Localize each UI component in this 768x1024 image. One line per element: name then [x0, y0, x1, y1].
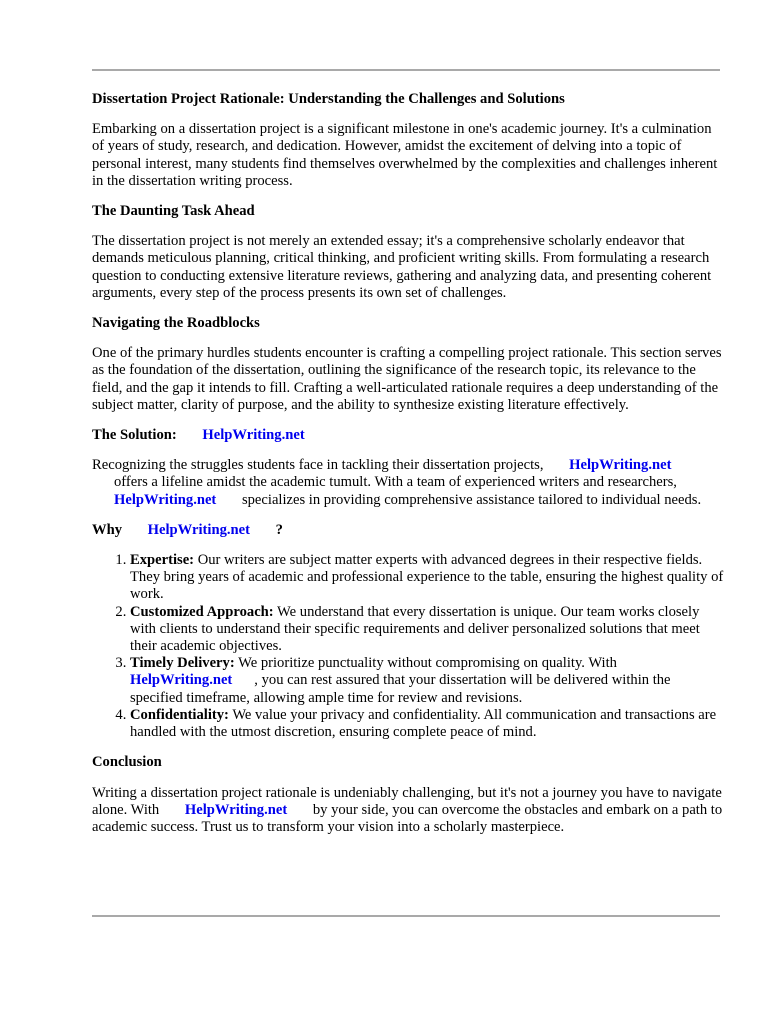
why-heading-suffix: ?: [275, 521, 283, 538]
solution-text-part3: specializes in providing comprehensive assistance tailored to individual needs.: [241, 491, 702, 508]
section-heading-solution: [92, 427, 724, 444]
conclusion-text-before: Writing a dissertation project rationale is undeniably challenging, but it's not a journey you have to navigate alone. With: [92, 784, 722, 818]
list-item-text: We understand that every dissertation is unique. Our team works closely with clients to understand their specific requirements and deliver personalized solutions that meet their academic objectives.: [130, 603, 700, 655]
conclusion-text-after: by your side, you can overcome the obstacles and embark on a path to academic success. Trust us to transform your vision into a scholarly masterpiece.: [92, 801, 723, 835]
list-item-customized: [130, 604, 724, 656]
list-item-timely: [130, 655, 724, 707]
list-item-label: Confidentiality:: [130, 706, 229, 723]
list-item-label: Timely Delivery:: [130, 655, 235, 672]
list-item-text: Our writers are subject matter experts with advanced degrees in their respective fields. They bring years of academic and professional experience to the table, ensuring the highest quality of work.: [130, 552, 724, 603]
section-heading-roadblocks: Navigating the Roadblocks: [92, 315, 260, 332]
helpwriting-link-timely[interactable]: HelpWriting.net: [130, 672, 233, 689]
conclusion-paragraph: [92, 785, 724, 837]
top-divider: [92, 69, 720, 71]
list-item-expertise: [130, 552, 724, 604]
list-item-text: We value your privacy and confidentiality. All communication and transactions are handled with the utmost discretion, ensuring complete peace of mind.: [130, 706, 717, 741]
list-item-label: Customized Approach:: [130, 603, 274, 620]
solution-paragraph: [92, 457, 724, 509]
solution-text-part1: Recognizing the struggles students face in tackling their dissertation projects,: [92, 457, 544, 474]
helpwriting-link-why[interactable]: HelpWriting.net: [147, 521, 250, 538]
list-item-confidentiality: [130, 707, 724, 741]
document-body: [92, 91, 724, 836]
helpwriting-link-heading[interactable]: HelpWriting.net: [202, 427, 305, 444]
section-heading-daunting-task: The Daunting Task Ahead: [92, 203, 255, 220]
why-heading-prefix: Why: [92, 521, 123, 538]
reasons-list: [92, 552, 724, 741]
list-item-label: Expertise:: [130, 552, 195, 569]
helpwriting-link-conclusion[interactable]: HelpWriting.net: [184, 801, 288, 818]
section-paragraph-roadblocks: One of the primary hurdles students encounter is crafting a compelling project rationale. This section serves as the foundation of the dissertation, outlining the significance of the research topic, its relevance to the field, and the gap it intends to fill. Crafting a well-articulated rationale requires a deep understanding of the subject matter, clarity of purpose, and the ability to synthesize existing literature effectively.: [92, 345, 722, 413]
section-paragraph-daunting-task: The dissertation project is not merely an extended essay; it's a comprehensive scholarly endeavor that demands meticulous planning, critical thinking, and proficient writing skills. From formulating a research question to conducting extensive literature reviews, gathering and analyzing data, and presenting coherent arguments, every step of the process presents its own set of challenges.: [92, 233, 712, 301]
document-title: Dissertation Project Rationale: Understanding the Challenges and Solutions: [92, 91, 565, 107]
list-item-text: , you can rest assured that your dissertation will be delivered within the specified timeframe, allowing ample time for review and revisions.: [130, 672, 671, 706]
bottom-divider: [92, 915, 720, 917]
helpwriting-link-solution-2[interactable]: HelpWriting.net: [114, 491, 217, 508]
helpwriting-link-solution-1[interactable]: HelpWriting.net: [569, 457, 672, 474]
section-heading-why: [92, 522, 724, 539]
section-heading-conclusion: Conclusion: [92, 754, 162, 771]
solution-text-part2: offers a lifeline amidst the academic tumult. With a team of experienced writers and researchers,: [114, 474, 677, 491]
list-item-text: We prioritize punctuality without compromising on quality. With: [238, 655, 617, 672]
solution-heading-text: The Solution:: [92, 427, 177, 444]
intro-paragraph: Embarking on a dissertation project is a significant milestone in one's academic journey. It's a culmination of years of study, research, and dedication. However, amidst the excitement of delving into a topic of personal interest, many students find themselves overwhelmed by the complexities and challenges inherent in the dissertation writing process.: [92, 121, 718, 189]
